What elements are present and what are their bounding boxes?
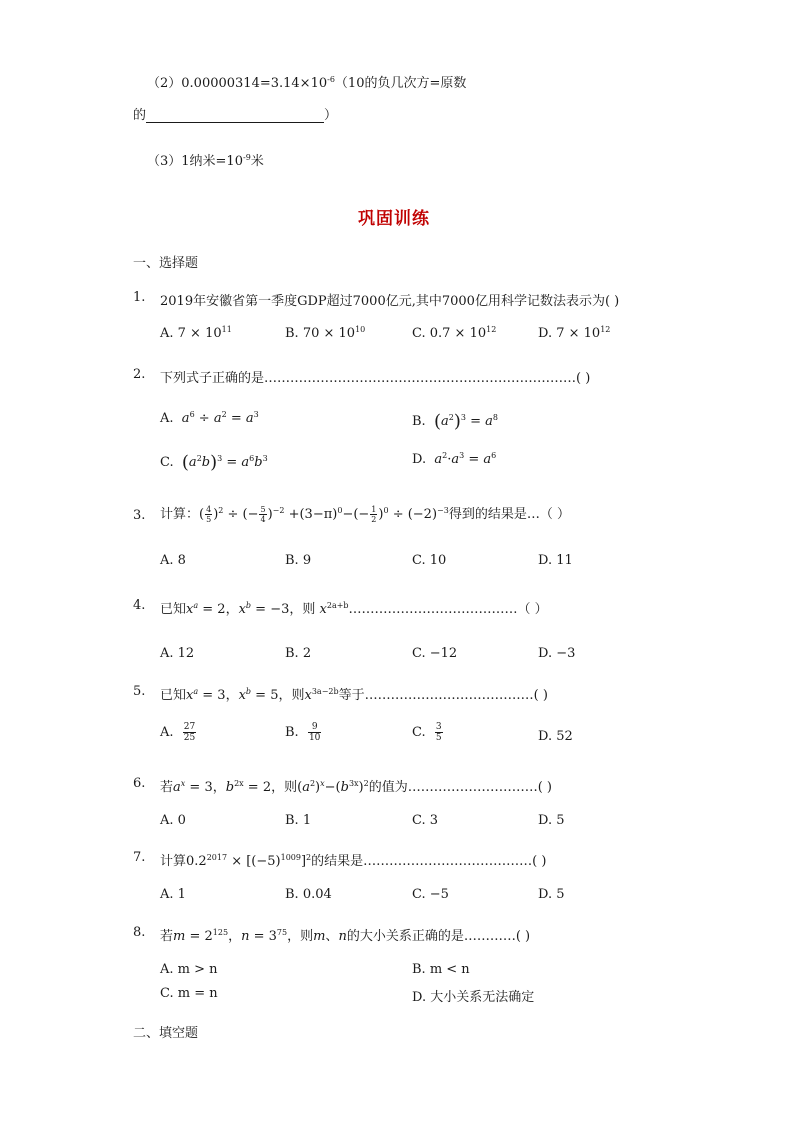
option-b[interactable]: B. 1 bbox=[285, 813, 312, 828]
option-a[interactable]: A. m > n bbox=[160, 962, 218, 977]
option-a[interactable]: A. 12 bbox=[160, 646, 195, 661]
section-heading-choice: 一、选择题 bbox=[133, 256, 199, 271]
option-d[interactable]: D. $7 \times 10^{12}$ bbox=[538, 325, 611, 341]
option-c[interactable]: C. −5 bbox=[412, 887, 449, 902]
intro-line-2-continued: 的 ） bbox=[133, 108, 338, 123]
math-expression: $a^x = 3$，$b^{2x} = 2$，则$(a^2)^x-(b^{3x})^2$ bbox=[173, 779, 369, 795]
question-stem: 下列式子正确的是………………………………………………………………( ) bbox=[160, 371, 591, 386]
option-d[interactable]: D. 5 bbox=[538, 813, 565, 828]
option-b[interactable]: B. $(a^2)^3 = a^8$ bbox=[412, 411, 498, 432]
option-d[interactable]: D. 52 bbox=[538, 729, 573, 744]
option-c[interactable]: C. $0.7 \times 10^{12}$ bbox=[412, 325, 497, 341]
option-d[interactable]: D. 11 bbox=[538, 553, 573, 568]
intro-line-3: （3）1纳米$=10^{-9}$米 bbox=[147, 153, 264, 169]
answer-blank[interactable] bbox=[146, 110, 324, 123]
question-stem: 若$m = 2^{125}$，$n = 3^{75}$，则m、n的大小关系正确的是…………( ) bbox=[160, 928, 531, 944]
option-c[interactable]: C. m = n bbox=[160, 986, 218, 1001]
option-c[interactable]: C. $\frac{3}{5}$ bbox=[412, 722, 442, 743]
option-a[interactable]: A. $7 \times 10^{11}$ bbox=[160, 325, 232, 341]
question-number: 1. bbox=[133, 290, 146, 305]
question-number: 4. bbox=[133, 598, 146, 613]
option-d[interactable]: D. 大小关系无法确定 bbox=[412, 990, 535, 1005]
intro-line-2: $(2)0.00000314=3.14\times 10^{-6}(10$的负几次方=原数 bbox=[147, 75, 467, 91]
option-a[interactable]: A. 8 bbox=[160, 553, 186, 568]
option-a[interactable]: A. $\frac{27}{25}$ bbox=[160, 722, 196, 743]
math-expression: $x^a = 2$，$x^b = -3$，则 $x^{2a+b}$ bbox=[186, 601, 349, 617]
option-d[interactable]: D. 5 bbox=[538, 887, 565, 902]
option-b[interactable]: B. 0.04 bbox=[285, 887, 332, 902]
question-number: 7. bbox=[133, 850, 146, 865]
option-b[interactable]: B. $70 \times 10^{10}$ bbox=[285, 325, 366, 341]
math-expression: $m = 2^{125}$，$n = 3^{75}$，则m、n bbox=[173, 928, 347, 944]
option-b[interactable]: B. $\frac{9}{10}$ bbox=[285, 722, 321, 743]
question-number: 6. bbox=[133, 776, 146, 791]
option-d[interactable]: D. −3 bbox=[538, 646, 576, 661]
option-a[interactable]: A. $a^6 \div a^2 = a^3$ bbox=[160, 410, 259, 426]
section-heading-fill-in: 二、填空题 bbox=[133, 1026, 199, 1041]
option-c[interactable]: C. 3 bbox=[412, 813, 439, 828]
option-c[interactable]: C. 10 bbox=[412, 553, 447, 568]
question-stem: 2019年安徽省第一季度GDP超过7000亿元,其中7000亿用科学记数法表示为( ) bbox=[160, 294, 620, 309]
option-a[interactable]: A. 0 bbox=[160, 813, 186, 828]
question-stem: 计算$0.2^{2017} \times [(-5)^{1009}]^2$的结果是…………………………………( ) bbox=[160, 853, 547, 869]
option-b[interactable]: B. 2 bbox=[285, 646, 312, 661]
option-c[interactable]: C. −12 bbox=[412, 646, 458, 661]
math-expression: $0.2^{2017} \times [(-5)^{1009}]^2$ bbox=[186, 853, 312, 869]
math-expression: $x^a = 3$，$x^b = 5$，则$x^{3a-2b}$ bbox=[186, 687, 339, 703]
question-number: 3. bbox=[133, 508, 146, 523]
question-number: 5. bbox=[133, 684, 146, 699]
option-a[interactable]: A. 1 bbox=[160, 887, 186, 902]
page-title: 巩固训练 bbox=[358, 209, 430, 229]
math-expression: ( $\frac{4}{5}$ )$^2$ ÷ (− $\frac{5}{4}$ )$^{-2} +(3-\pi)^0-(-$ $\frac{1}{2}$ )$^0 \div (-2)^{-3}$ bbox=[199, 505, 449, 524]
option-d[interactable]: D. $a^2\cdot a^3 = a^6$ bbox=[412, 451, 497, 467]
question-stem: 计算：( $\frac{4}{5}$ )$^2$ ÷ (− $\frac{5}{4}$ )$^{-2} +(3-\pi)^0-(-$ $\frac{1}{2}$ )$^0 \div (-2)^{-3}$得到的结果是…（ ） bbox=[160, 505, 570, 524]
question-stem: 已知$x^a = 3$，$x^b = 5$，则$x^{3a-2b}$等于…………………………………( ) bbox=[160, 687, 548, 703]
question-stem: 已知$x^a = 2$，$x^b = -3$，则 $x^{2a+b}\dots\dots\dots\dots\dots\dots\dots\dots\dots\dots\dots\dots\dots$（ ） bbox=[160, 601, 548, 617]
option-c[interactable]: C. $(a^2b)^3 = a^6b^3$ bbox=[160, 452, 268, 473]
option-b[interactable]: B. 9 bbox=[285, 553, 312, 568]
question-stem: 若$a^x = 3$，$b^{2x} = 2$，则$(a^2)^x-(b^{3x})^2$的值为…………………………( ) bbox=[160, 779, 552, 795]
question-number: 2. bbox=[133, 367, 146, 382]
option-b[interactable]: B. m < n bbox=[412, 962, 470, 977]
question-number: 8. bbox=[133, 925, 146, 940]
